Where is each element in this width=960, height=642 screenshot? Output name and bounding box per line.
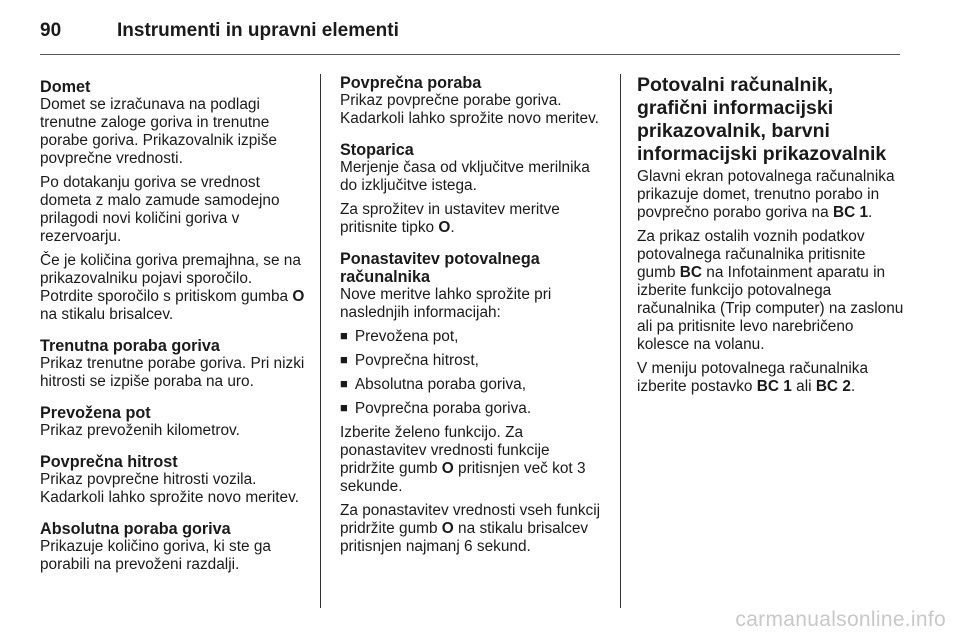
paragraph — [40, 252, 308, 324]
paragraph: Nove meritve lahko sprožite pri naslednjih informacijah: — [340, 286, 552, 321]
bullet-square-icon: ■ — [340, 352, 348, 367]
heading-ponastavitev: Ponastavitev potovalnega računalnika — [340, 250, 540, 286]
text: Glavni ekran potovalnega računalnika prikazuje domet, trenutno porabo in povprečno porabo goriva na — [637, 168, 895, 221]
bullet-list — [340, 328, 608, 418]
heading-stoparica: Stoparica — [340, 141, 414, 159]
bullet-square-icon: ■ — [340, 328, 348, 343]
watermark: carmanualsonline.info — [735, 608, 946, 631]
text: . — [850, 378, 856, 395]
paragraph — [340, 201, 608, 237]
text: Če je količina goriva premajhna, se na prikazovalniku pojavi sporočilo. Potrdite sporočilo s pritiskom gumba — [40, 252, 301, 305]
heading-prevozena-pot: Prevožena pot — [40, 404, 151, 422]
text: . — [868, 204, 873, 221]
heading-povprecna-poraba: Povprečna poraba — [340, 74, 482, 92]
section-absolutna-poraba — [40, 520, 308, 574]
paragraph — [637, 360, 905, 396]
text: Za sprožitev in ustavitev meritve pritisnite tipko — [340, 201, 560, 236]
text: Za ponastavitev vrednosti vseh funkcij pridržite gumb — [340, 502, 601, 537]
text: Za prikaz ostalih voznih podatkov potovalnega računalnika pritisnite gumb — [637, 228, 866, 281]
section-stoparica — [340, 141, 608, 237]
key-label: O — [441, 460, 454, 477]
paragraph: Prikaz prevoženih kilometrov. — [40, 422, 240, 439]
paragraph — [340, 460, 608, 496]
text: ali — [791, 378, 816, 395]
section-povprecna-hitrost — [40, 453, 308, 507]
column-left — [40, 74, 308, 587]
list-item-text: Prevožena pot, — [354, 328, 459, 345]
section-ponastavitev — [340, 250, 608, 556]
list-item — [340, 328, 608, 346]
key-label: O — [438, 219, 451, 236]
key-label: BC 1 — [832, 204, 869, 221]
key-label: O — [441, 520, 454, 537]
column-divider-left — [320, 74, 321, 608]
text: V meniju potovalnega računalnika izberite postavko — [637, 360, 869, 395]
key-label: BC 2 — [815, 378, 851, 395]
list-item — [340, 352, 608, 370]
text: . — [450, 219, 455, 236]
section-trenutna-poraba — [40, 337, 308, 391]
paragraph: Prikaz povprečne porabe goriva. Kadarkoli lahko sprožite novo meritev. — [340, 92, 599, 127]
heading-domet: Domet — [40, 78, 91, 96]
list-item-text: Povprečna hitrost, — [354, 352, 479, 369]
paragraph: Prikaz trenutne porabe goriva. Pri nizki hitrosti se izpiše poraba na uro. — [40, 355, 305, 390]
list-item-text: Absolutna poraba goriva, — [354, 376, 526, 393]
paragraph: Prikaz povprečne hitrosti vozila. Kadarkoli lahko sprožite novo meritev. — [40, 471, 299, 506]
paragraph: Merjenje časa od vključitve merilnika do izključitve istega. — [340, 159, 590, 194]
column-right — [637, 74, 905, 402]
list-item-text: Povprečna poraba goriva. — [354, 400, 532, 417]
list-item — [340, 400, 608, 418]
page-header — [40, 14, 900, 55]
paragraph — [637, 228, 905, 354]
page-title: Instrumenti in upravni elementi — [117, 20, 399, 41]
paragraph: Domet se izračunava na podlagi trenutne zaloge goriva in trenutne porabe goriva. Prikazovalnik izpiše povprečne vrednosti. — [40, 96, 277, 167]
key-label: O — [292, 288, 305, 305]
section-domet — [40, 78, 308, 324]
text: pridržite gumb — [340, 460, 442, 477]
paragraph: Izberite želeno funkcijo. Za ponastavitev vrednosti funkcije — [340, 424, 550, 459]
paragraph — [637, 168, 905, 222]
text: pritisnjen več kot 3 sekunde. — [340, 460, 586, 495]
heading-potovalni-racunalnik: Potovalni računalnik, grafični informacijski prikazovalnik, barvni informacijski prikazovalnik — [637, 74, 887, 165]
text: na stikalu brisalcev. — [40, 306, 174, 323]
paragraph: Prikazuje količino goriva, ki ste ga porabili na prevoženi razdalji. — [40, 538, 271, 573]
section-povprecna-poraba — [340, 74, 608, 128]
paragraph: Po dotakanju goriva se vrednost dometa z malo zamude samodejno prilagodi novi količini goriva v rezervoarju. — [40, 174, 280, 245]
key-label: BC — [679, 264, 703, 281]
bullet-square-icon: ■ — [340, 376, 348, 391]
heading-absolutna-poraba: Absolutna poraba goriva — [40, 520, 231, 538]
text: na Infotainment aparatu in izberite funkcijo potovalnega računalnika (Trip computer) na zaslonu ali pa pritisnite levo narebričeno kolesce na volanu. — [637, 264, 904, 353]
key-label: BC 1 — [756, 378, 792, 395]
bullet-square-icon: ■ — [340, 400, 348, 415]
page-number: 90 — [40, 20, 62, 41]
section-prevozena-pot — [40, 404, 308, 440]
heading-trenutna-poraba: Trenutna poraba goriva — [40, 337, 220, 355]
column-middle — [340, 74, 608, 569]
heading-povprecna-hitrost: Povprečna hitrost — [40, 453, 178, 471]
paragraph — [340, 502, 608, 556]
text: na stikalu brisalcev pritisnjen najmanj 6 sekund. — [340, 520, 589, 555]
column-divider-right — [620, 74, 621, 608]
list-item — [340, 376, 608, 394]
